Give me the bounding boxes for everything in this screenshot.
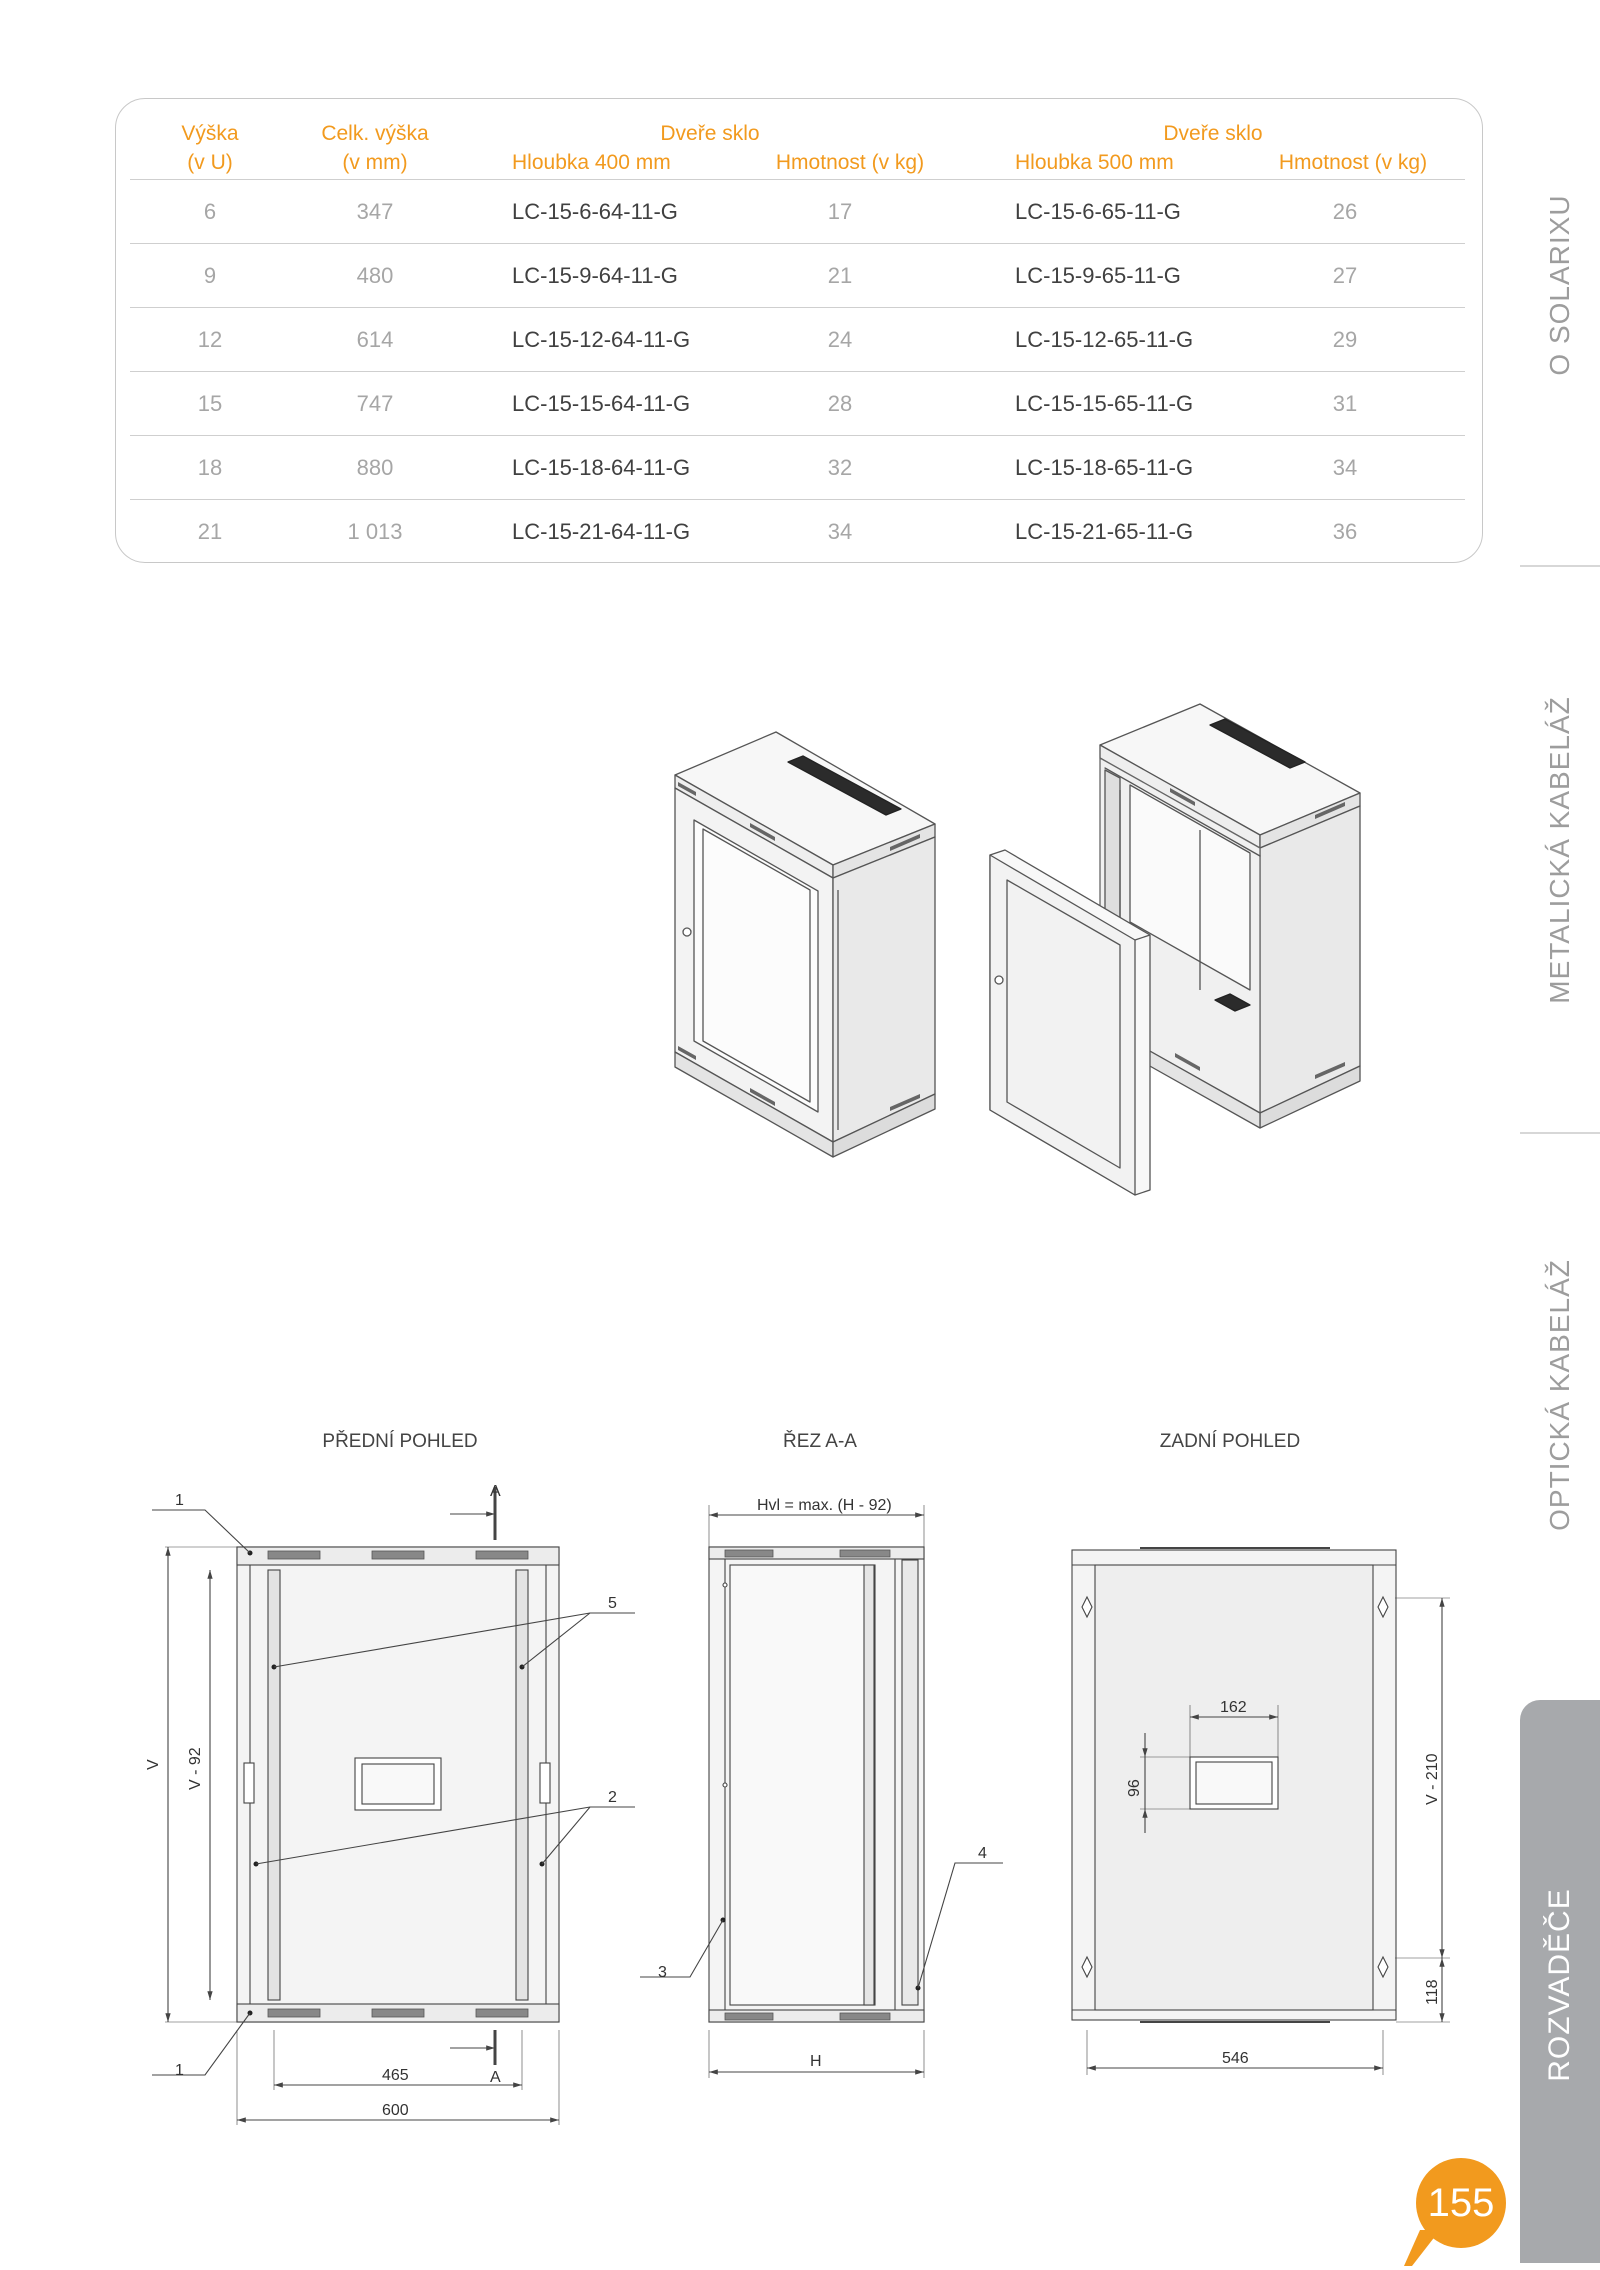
dim-v-210: V - 210 [1424, 1753, 1441, 1805]
header-group-glass-500: Dveře sklo [1163, 122, 1263, 145]
table-cell-code500: LC-15-12-65-11-G [1015, 327, 1194, 352]
table-cell-u: 6 [203, 199, 217, 224]
header-height-u: Výška (v U) [181, 122, 239, 174]
dim-h: H [810, 2053, 822, 2070]
table-row-divider [130, 371, 1465, 372]
table-cell-code400: LC-15-15-64-11-G [512, 391, 691, 416]
dim-v: V [145, 1759, 162, 1770]
table-cell-kg500: 26 [1332, 199, 1358, 224]
table-cell-u: 9 [203, 263, 217, 288]
table-cell-kg500: 29 [1332, 327, 1358, 352]
table-cell-kg400: 24 [827, 327, 853, 352]
table-cell-mm: 880 [356, 455, 394, 480]
table-row-divider [130, 435, 1465, 436]
table-cell-kg400: 21 [827, 263, 853, 288]
table-cell-code400: LC-15-21-64-11-G [512, 519, 691, 544]
section-mark-a-top: A [490, 1483, 501, 1500]
table-cell-u: 21 [197, 519, 223, 544]
table-cell-code500: LC-15-9-65-11-G [1015, 263, 1181, 288]
table-cell-kg400: 28 [827, 391, 853, 416]
table-cell-kg400: 17 [827, 199, 853, 224]
sidebar-divider [1520, 1132, 1600, 1134]
table-cell-u: 18 [197, 455, 223, 480]
table-cell-kg500: 34 [1332, 455, 1358, 480]
page-number: 155 [1416, 2158, 1506, 2248]
table-cell-mm: 347 [356, 199, 394, 224]
technical-drawings [140, 1420, 1480, 2140]
callout-1-top: 1 [175, 1492, 184, 1509]
header-weight-500: Hmotnost (v kg) [1278, 151, 1428, 174]
table-cell-kg400: 32 [827, 455, 853, 480]
table-cell-mm: 480 [356, 263, 394, 288]
dim-96: 96 [1126, 1779, 1143, 1797]
callout-5: 5 [608, 1595, 617, 1612]
sidebar-divider [1520, 565, 1600, 567]
sidebar-item-rozvadece[interactable]: ROZVADĚČE [1543, 1888, 1576, 2082]
table-cell-code500: LC-15-21-65-11-G [1015, 519, 1194, 544]
header-depth-400: Hloubka 400 mm [512, 151, 671, 174]
sidebar-item-metalicka-kabelaz[interactable]: METALICKÁ KABELÁŽ [1544, 696, 1575, 1004]
dim-600: 600 [382, 2102, 409, 2119]
table-cell-kg400: 34 [827, 519, 853, 544]
table-cell-kg500: 36 [1332, 519, 1358, 544]
table-cell-code400: LC-15-6-64-11-G [512, 199, 678, 224]
cabinet-closed [675, 732, 935, 1157]
table-row-divider [130, 243, 1465, 244]
table-row-divider [130, 499, 1465, 500]
isometric-cabinet-illustration [650, 690, 1370, 1200]
table-cell-mm: 1 013 [347, 519, 403, 544]
front-view-title: PŘEDNÍ POHLED [322, 1431, 478, 1452]
table-cell-code400: LC-15-9-64-11-G [512, 263, 678, 288]
table-cell-code500: LC-15-15-65-11-G [1015, 391, 1194, 416]
rear-view-title: ZADNÍ POHLED [1159, 1431, 1301, 1452]
dim-546: 546 [1222, 2050, 1249, 2067]
table-cell-u: 12 [197, 327, 223, 352]
dim-162: 162 [1220, 1699, 1247, 1716]
table-cell-code500: LC-15-18-65-11-G [1015, 455, 1194, 480]
sidebar-item-o-solarixu[interactable]: O SOLARIXU [1544, 194, 1575, 376]
dim-v-92: V - 92 [187, 1747, 204, 1790]
header-total-height: Celk. výška (v mm) [321, 122, 429, 174]
section-view-drawing [640, 1505, 1003, 2078]
section-mark-a-bottom: A [490, 2069, 501, 2086]
front-view-drawing [152, 1487, 635, 2125]
header-rule [130, 179, 1465, 180]
table-cell-kg500: 27 [1332, 263, 1358, 288]
callout-3: 3 [658, 1964, 667, 1981]
sidebar-item-opticka-kabelaz[interactable]: OPTICKÁ KABELÁŽ [1544, 1259, 1575, 1531]
table-row-divider [130, 307, 1465, 308]
table-cell-code500: LC-15-6-65-11-G [1015, 199, 1181, 224]
rear-view-drawing [1072, 1548, 1450, 2075]
header-depth-500: Hloubka 500 mm [1015, 151, 1174, 174]
header-weight-400: Hmotnost (v kg) [775, 151, 925, 174]
callout-4: 4 [978, 1845, 987, 1862]
table-cell-mm: 614 [356, 327, 394, 352]
dim-118: 118 [1424, 1979, 1441, 2005]
table-cell-u: 15 [197, 391, 223, 416]
dim-465: 465 [382, 2067, 409, 2084]
header-group-glass-400: Dveře sklo [660, 122, 760, 145]
callout-2: 2 [608, 1789, 617, 1806]
table-cell-code400: LC-15-12-64-11-G [512, 327, 691, 352]
table-cell-code400: LC-15-18-64-11-G [512, 455, 691, 480]
section-view-title: ŘEZ A-A [783, 1431, 857, 1452]
callout-1-bottom: 1 [175, 2062, 184, 2079]
table-cell-kg500: 31 [1332, 391, 1358, 416]
table-cell-mm: 747 [356, 391, 394, 416]
dim-hvl: Hvl = max. (H - 92) [757, 1497, 892, 1514]
